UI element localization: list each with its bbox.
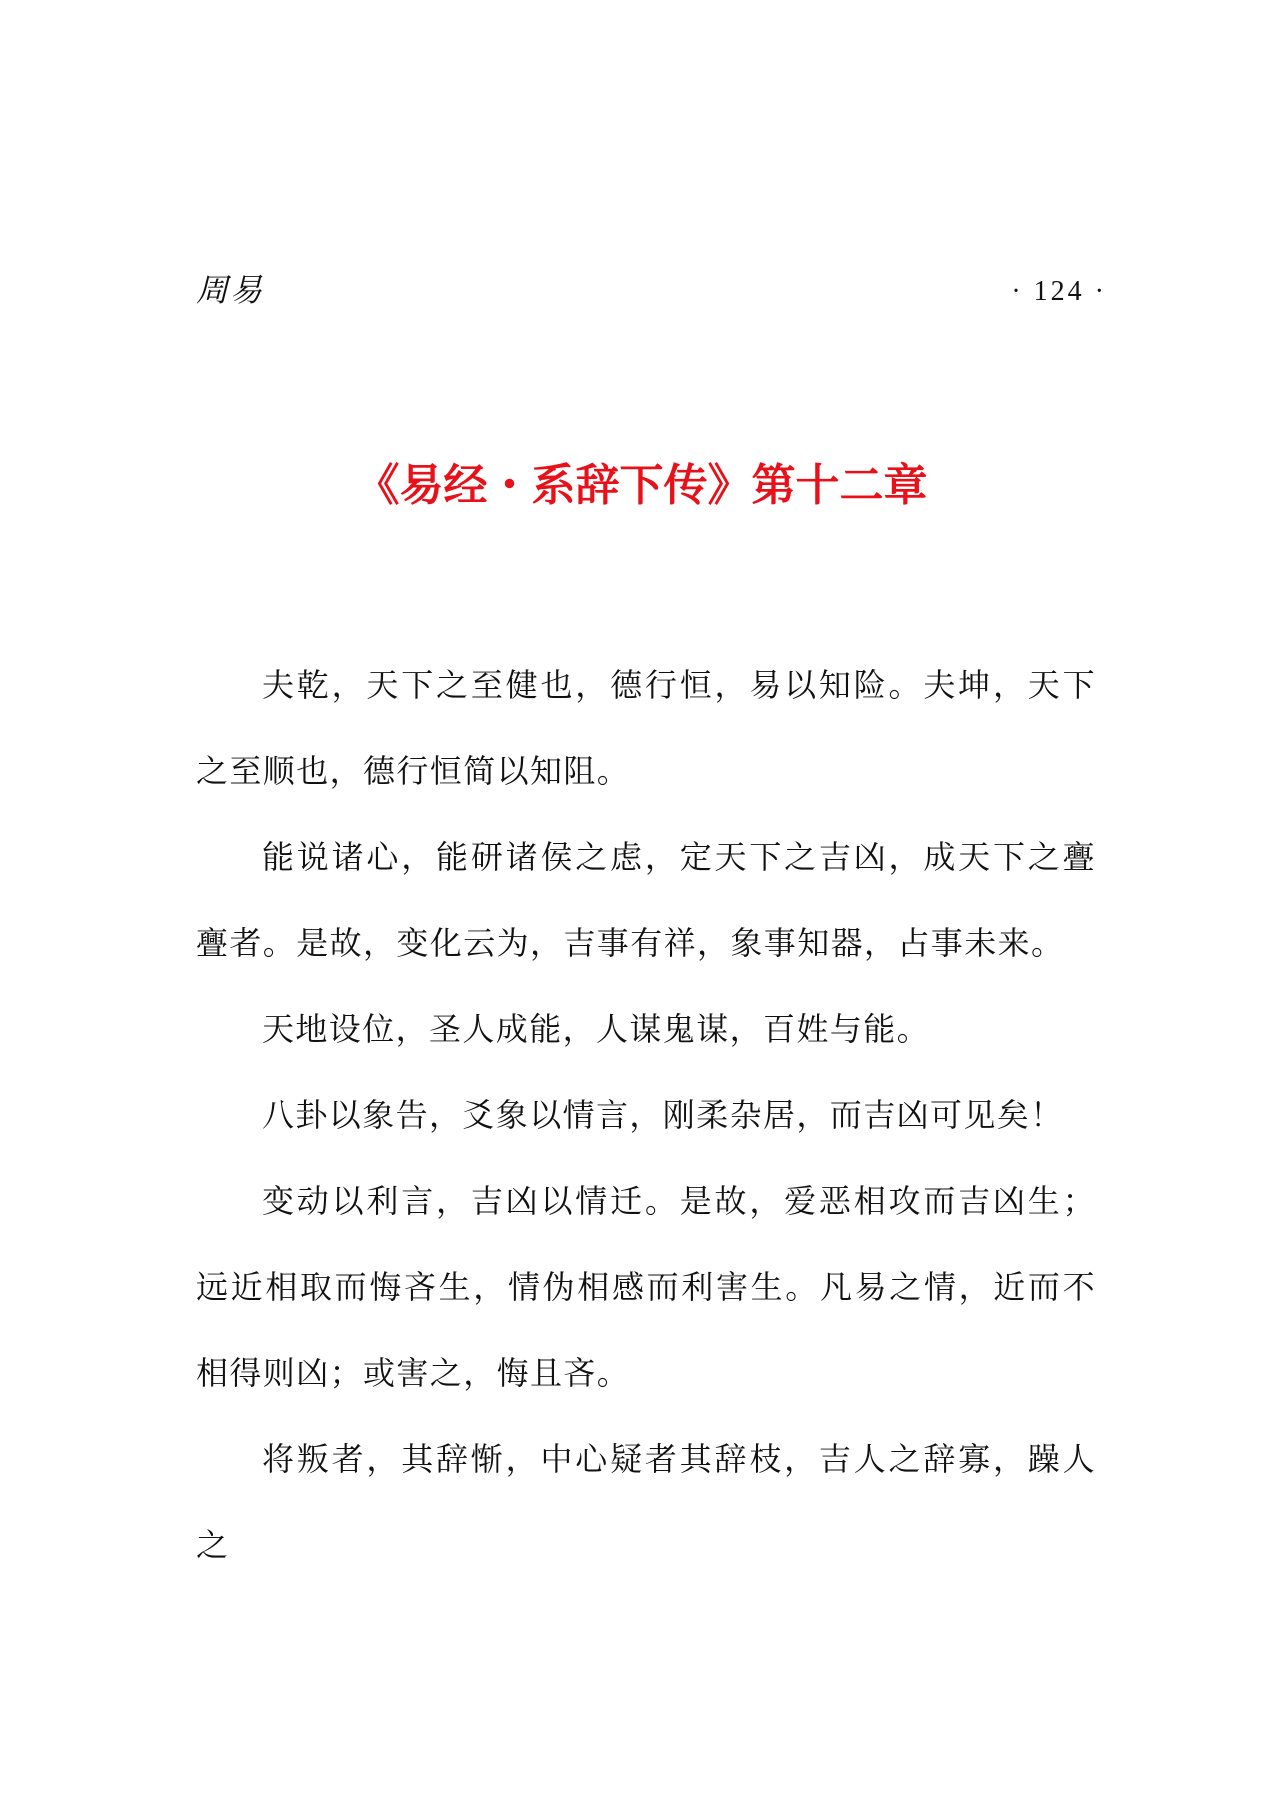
paragraph: 将叛者，其辞惭，中心疑者其辞枝，吉人之辞寡，躁人之 — [196, 1440, 1096, 1564]
paragraph: 天地设位，圣人成能，人谋鬼谋，百姓与能。 — [262, 1010, 931, 1048]
paragraph: 八卦以象告，爻象以情言，刚柔杂居，而吉凶可见矣！ — [262, 1096, 1064, 1134]
paragraph: 夫乾，天下之至健也，德行恒，易以知险。夫坤，天下之至顺也，德行恒简以知阻。 — [196, 666, 1096, 790]
page-number: · 124 · — [1011, 276, 1107, 307]
paragraph: 变动以利言，吉凶以情迁。是故，爱恶相攻而吉凶生；远近相取而悔吝生，情伪相感而利害生。凡易之情，近而不相得则凶；或害之，悔且吝。 — [196, 1182, 1096, 1392]
chapter-title: 《易经・系辞下传》第十二章 — [355, 460, 928, 511]
body-text — [196, 642, 1096, 1588]
running-header-book-title: 周易 — [196, 271, 265, 309]
paragraph: 能说诸心，能研诸侯之虑，定天下之吉凶，成天下之亹亹者。是故，变化云为，吉事有祥，象事知器，占事未来。 — [196, 838, 1096, 962]
